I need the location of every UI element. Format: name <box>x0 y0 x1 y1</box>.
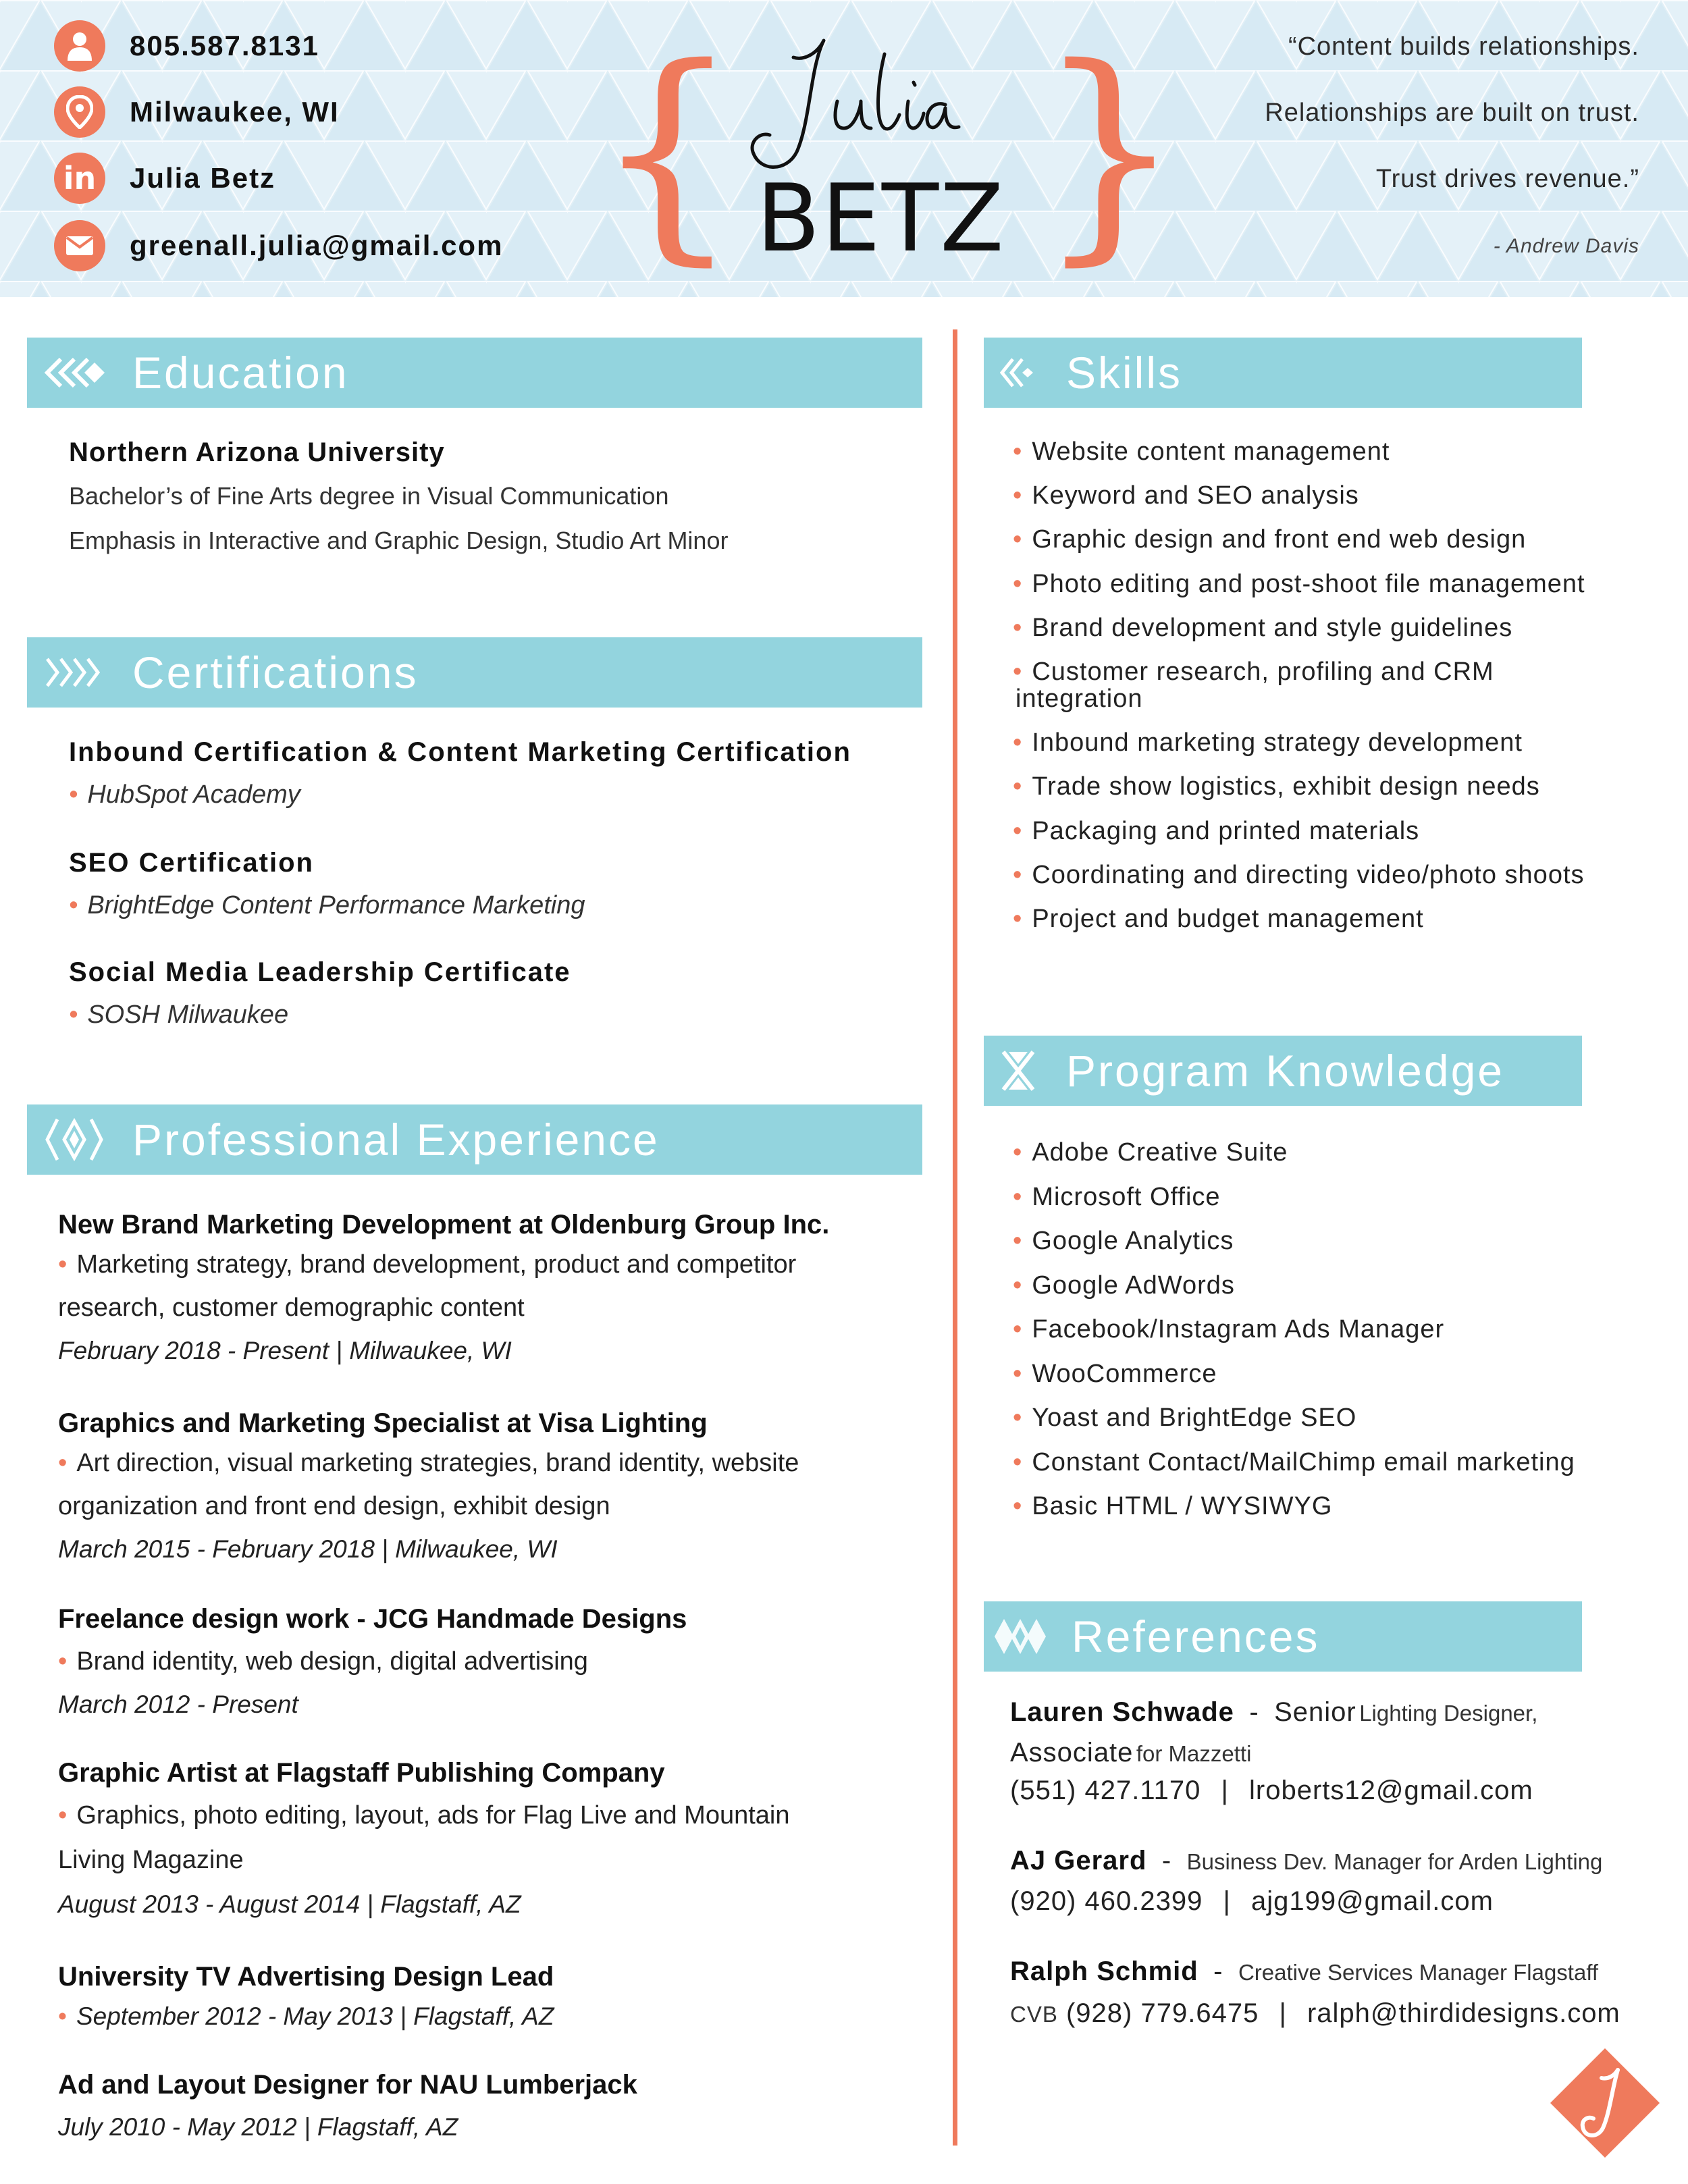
job-desc-1b: research, customer demographic content <box>58 1294 525 1322</box>
skills-list-item: • Inbound marketing strategy development <box>1013 728 1523 757</box>
cert-title-2: SEO Certification <box>69 848 314 878</box>
skills-list-item: • Graphic design and front end web design <box>1013 525 1527 554</box>
left-brace: { <box>594 18 741 286</box>
cert-title-3: Social Media Leadership Certificate <box>69 957 571 987</box>
skills-list-item: • Brand development and style guidelines <box>1013 613 1513 642</box>
skills-banner <box>984 338 1582 408</box>
skills-list-item: • Packaging and printed materials <box>1013 816 1420 845</box>
diamond-pattern-icon <box>993 1613 1047 1660</box>
experience-banner <box>27 1104 922 1175</box>
reference-email[interactable]: ajg199@gmail.com <box>1250 1886 1494 1916</box>
chevrons-right-icon <box>41 649 108 696</box>
experience-heading: Professional Experience <box>132 1115 660 1165</box>
job-desc-4a: • Graphics, photo editing, layout, ads for Flag Live and Mountain <box>58 1801 790 1830</box>
reference-2-contact: (920) 460.2399 | ajg199@gmail.com <box>1010 1886 1494 1916</box>
emphasis-line: Emphasis in Interactive and Graphic Design, Studio Art Minor <box>69 527 729 554</box>
programs-list-item: • Google AdWords <box>1013 1271 1235 1300</box>
programs-list-item: • Google Analytics <box>1013 1227 1234 1255</box>
degree-line: Bachelor’s of Fine Arts degree in Visual Communication <box>69 482 669 510</box>
reference-name: Lauren Schwade <box>1010 1697 1234 1727</box>
job-title-4: Graphic Artist at Flagstaff Publishing Company <box>58 1758 665 1788</box>
job-date-6: July 2010 - May 2012 | Flagstaff, AZ <box>58 2113 458 2141</box>
first-name-script <box>722 27 966 182</box>
job-date-4: August 2013 - August 2014 | Flagstaff, AZ <box>58 1890 521 1918</box>
job-title-5: University TV Advertising Design Lead <box>58 1962 554 1992</box>
quote-line-1: “Content builds relationships. <box>1288 32 1639 61</box>
diamond-pattern-icon <box>41 1116 108 1163</box>
job-desc-2a: • Art direction, visual marketing strategies, brand identity, website <box>58 1449 799 1477</box>
reference-phone[interactable]: (928) 779.6475 <box>1065 1998 1259 2028</box>
job-title-2: Graphics and Marketing Specialist at Visa Lighting <box>58 1408 708 1438</box>
reference-phone[interactable]: (551) 427.1170 <box>1010 1776 1201 1805</box>
header <box>0 0 1688 297</box>
cert-title-1: Inbound Certification & Content Marketing Certification <box>69 737 851 767</box>
programs-list-item: • Constant Contact/MailChimp email marketing <box>1013 1447 1575 1476</box>
contact-location <box>54 86 340 138</box>
references-heading: References <box>1072 1612 1320 1661</box>
contact-phone <box>54 20 319 72</box>
email-icon[interactable] <box>54 220 105 271</box>
skills-list-item: • Keyword and SEO analysis <box>1013 481 1359 510</box>
reference-3-contact: CVB (928) 779.6475 | ralph@thirdidesigns.com <box>1010 1998 1620 2028</box>
education-banner <box>27 338 922 408</box>
school-name: Northern Arizona University <box>69 437 445 467</box>
skills-list-item: • Trade show logistics, exhibit design needs <box>1013 772 1540 801</box>
programs-list-item: • Facebook/Instagram Ads Manager <box>1013 1315 1445 1343</box>
certifications-heading: Certifications <box>132 647 419 697</box>
reference-email[interactable]: lroberts12@gmail.com <box>1249 1776 1533 1805</box>
cert-issuer-2: • BrightEdge Content Performance Marketing <box>69 891 585 920</box>
job-title-1: New Brand Marketing Development at Oldenburg Group Inc. <box>58 1210 830 1240</box>
skills-heading: Skills <box>1066 348 1183 398</box>
skills-list-item: • Website content management <box>1013 437 1390 466</box>
job-desc-4b: Living Magazine <box>58 1846 244 1874</box>
linkedin-name[interactable]: Julia Betz <box>130 162 276 194</box>
chevrons-left-icon <box>41 349 108 396</box>
programs-list-item: • Yoast and BrightEdge SEO <box>1013 1404 1357 1432</box>
programs-heading: Program Knowledge <box>1066 1046 1504 1096</box>
reference-1-role: Associate for Mazzetti <box>1010 1738 1252 1767</box>
skills-list-item: integration <box>1016 685 1143 713</box>
reference-3-header: Ralph Schmid - Creative Services Manager Flagstaff <box>1010 1956 1599 1986</box>
reference-name: Ralph Schmid <box>1010 1956 1198 1986</box>
reference-2-header: AJ Gerard - Business Dev. Manager for Arden Lighting <box>1010 1846 1603 1875</box>
quote-line-3: Trust drives revenue.” <box>1375 165 1639 193</box>
programs-list-item: • Adobe Creative Suite <box>1013 1138 1288 1167</box>
location-pin-icon <box>54 86 105 138</box>
cert-issuer-1: • HubSpot Academy <box>69 780 300 809</box>
quote-author: - Andrew Davis <box>1493 235 1639 257</box>
reference-phone[interactable]: (920) 460.2399 <box>1010 1886 1203 1916</box>
certifications-banner <box>27 637 922 708</box>
arrow-left-icon <box>995 349 1042 396</box>
programs-list-item: • Microsoft Office <box>1013 1182 1221 1211</box>
linkedin-icon[interactable]: in <box>54 153 105 204</box>
job-date-2: March 2015 - February 2018 | Milwaukee, WI <box>58 1535 558 1563</box>
right-brace: } <box>1036 18 1183 286</box>
phone-number: 805.587.8131 <box>130 30 319 61</box>
monogram-logo <box>1548 2046 1662 2160</box>
location-text: Milwaukee, WI <box>130 96 340 128</box>
job-desc-2b: organization and front end design, exhibit design <box>58 1492 610 1520</box>
hourglass-icon <box>995 1047 1042 1094</box>
skills-list-item: • Customer research, profiling and CRM <box>1013 658 1494 686</box>
quote-line-2: Relationships are built on trust. <box>1265 99 1639 127</box>
job-date-3: March 2012 - Present <box>58 1690 298 1718</box>
job-title-3: Freelance design work - JCG Handmade Designs <box>58 1604 687 1634</box>
job-date-5: • September 2012 - May 2013 | Flagstaff, AZ <box>58 2002 554 2030</box>
reference-email[interactable]: ralph@thirdidesigns.com <box>1307 1998 1620 2028</box>
column-divider <box>953 329 957 2146</box>
job-desc-1a: • Marketing strategy, brand development, product and competitor <box>58 1250 797 1279</box>
skills-list-item: • Project and budget management <box>1013 905 1424 933</box>
references-banner <box>984 1601 1582 1672</box>
cert-issuer-3: • SOSH Milwaukee <box>69 1001 289 1029</box>
contact-linkedin[interactable] <box>54 153 275 204</box>
programs-list-item: • Basic HTML / WYSIWYG <box>1013 1492 1333 1520</box>
phone-icon <box>54 20 105 72</box>
skills-list-item: • Coordinating and directing video/photo shoots <box>1013 860 1585 889</box>
programs-banner <box>984 1036 1582 1106</box>
reference-1-contact: (551) 427.1170 | lroberts12@gmail.com <box>1010 1776 1533 1805</box>
reference-1-header: Lauren Schwade - Senior Lighting Designer, <box>1010 1697 1538 1727</box>
skills-list-item: • Photo editing and post-shoot file management <box>1013 569 1585 598</box>
reference-name: AJ Gerard <box>1010 1846 1147 1875</box>
email-address[interactable]: greenall.julia@gmail.com <box>130 230 504 261</box>
programs-list-item: • WooCommerce <box>1013 1359 1217 1388</box>
job-date-1: February 2018 - Present | Milwaukee, WI <box>58 1337 512 1364</box>
job-title-6: Ad and Layout Designer for NAU Lumberjack <box>58 2070 637 2100</box>
education-heading: Education <box>132 348 349 398</box>
job-desc-3a: • Brand identity, web design, digital advertising <box>58 1647 588 1676</box>
contact-email[interactable] <box>54 220 503 271</box>
last-name: BETZ <box>756 164 1005 273</box>
